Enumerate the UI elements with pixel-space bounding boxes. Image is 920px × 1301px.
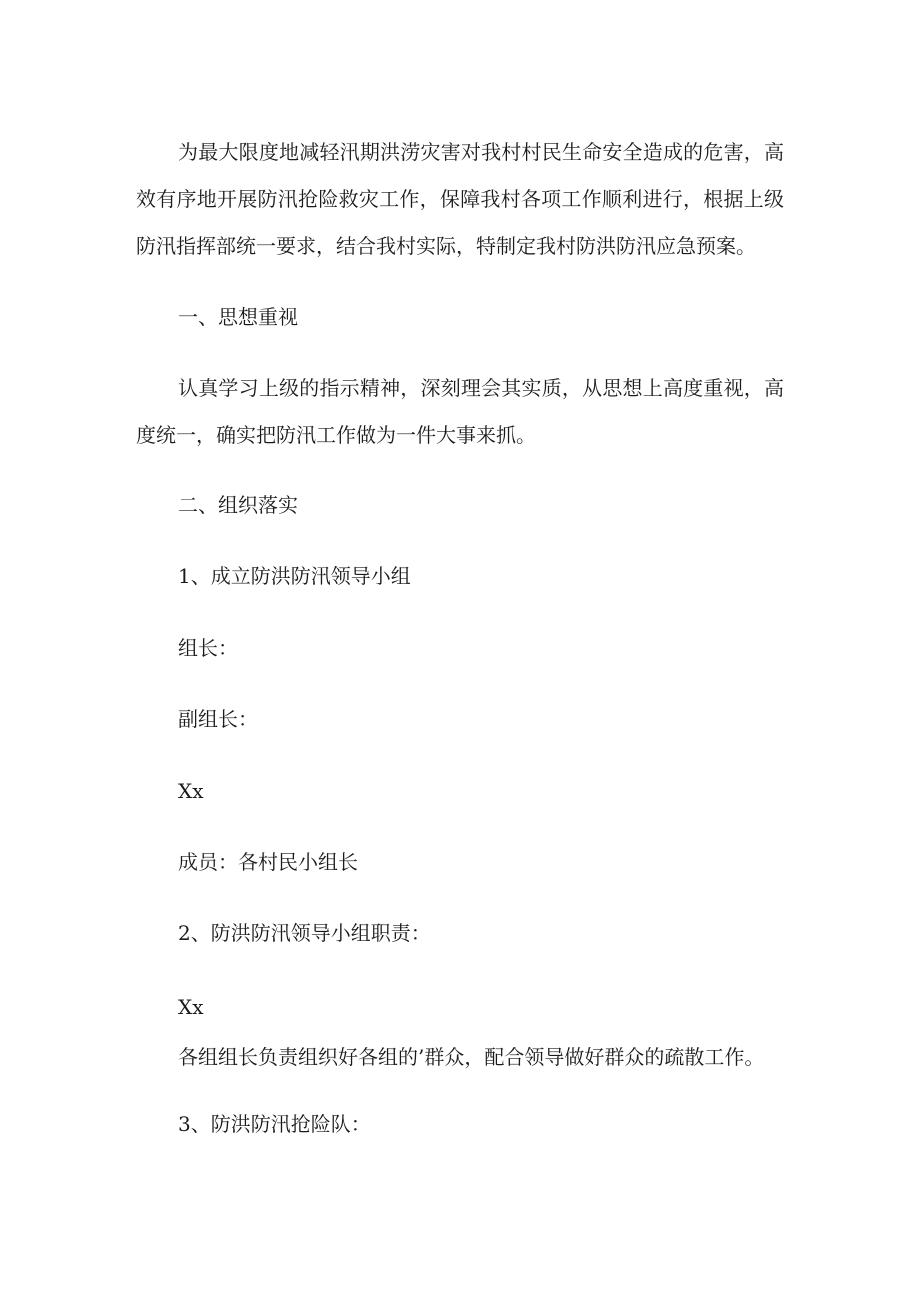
- deputy-leader-value: Xx: [178, 779, 204, 803]
- section-1-heading: 一、思想重视: [178, 305, 298, 329]
- leader-label: 组长：: [178, 636, 238, 660]
- item-2-body: 各组组长负责组织好各组的’群众，配合领导做好群众的疏散工作。: [178, 1045, 765, 1069]
- section-1-body: 认真学习上级的指示精神，深刻理会其实质，从思想上高度重视，高度统一，确实把防汛工作做为一件大事来抓。: [136, 376, 784, 447]
- section-2-heading: 二、组织落实: [178, 493, 298, 517]
- item-2-name: Xx: [178, 995, 204, 1019]
- deputy-leader-label: 副组长：: [178, 707, 258, 731]
- members-line: 成员：各村民小组长: [178, 850, 358, 874]
- item-2-heading: 2、防洪防汛领导小组职责：: [178, 921, 431, 945]
- item-3-heading: 3、防洪防汛抢险队：: [178, 1112, 371, 1136]
- item-1-heading: 1、成立防洪防汛领导小组: [178, 564, 411, 588]
- intro-paragraph: 为最大限度地减轻汛期洪涝灾害对我村村民生命安全造成的危害，高效有序地开展防汛抢险救灾工作，保障我村各项工作顺利进行，根据上级防汛指挥部统一要求，结合我村实际，特制定我村防洪防汛应急预案。: [136, 140, 784, 258]
